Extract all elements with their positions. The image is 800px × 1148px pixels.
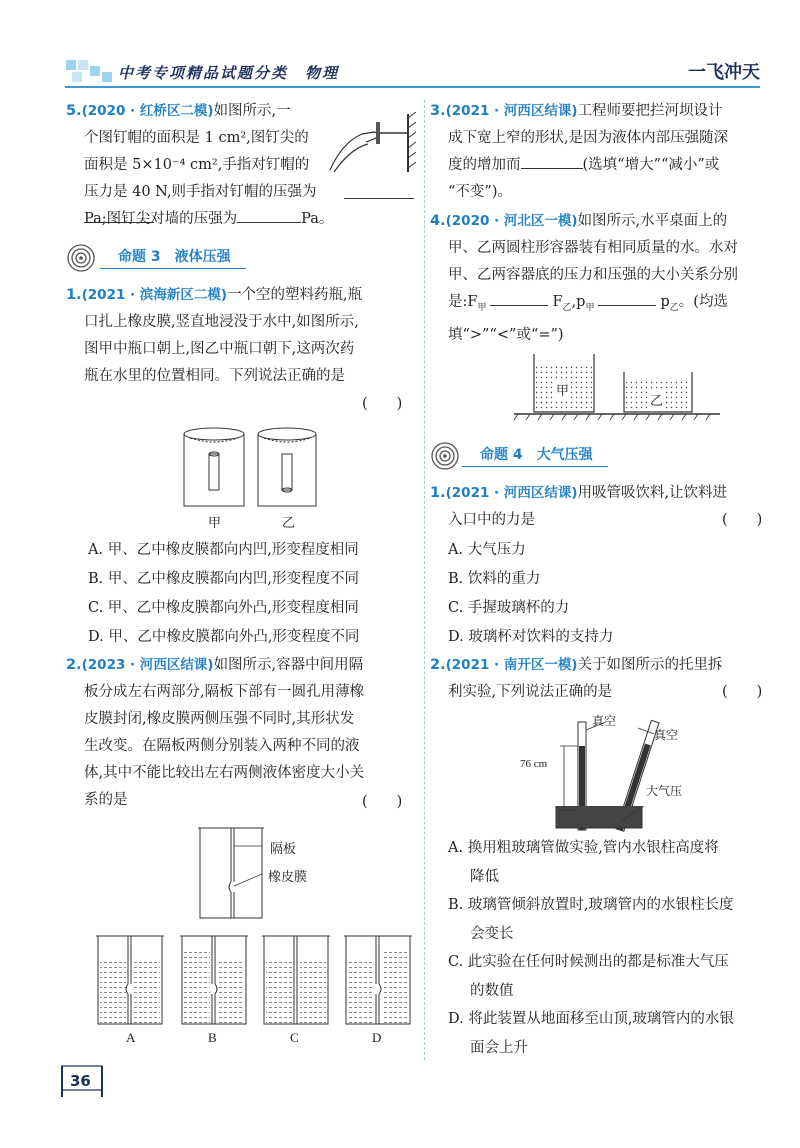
- options-list: [448, 536, 778, 652]
- topic-target-icon: [66, 243, 96, 273]
- question-text: 如图所示,水平桌面上的: [577, 213, 728, 229]
- question-text: 皮膜封闭,橡皮膜两侧压强不同时,其形状发: [84, 711, 355, 727]
- subscript: 甲: [477, 302, 487, 313]
- question-number: 1.: [430, 485, 446, 501]
- choice-label-d[interactable]: D: [372, 1030, 382, 1045]
- options-list: [448, 834, 780, 1062]
- option-a[interactable]: A. 换用粗玻璃管做实验,管内水银柱高度将: [448, 840, 719, 856]
- question-source: (2023 · 河西区结课): [81, 657, 214, 673]
- option-d[interactable]: D. 甲、乙中橡皮膜都向外凸,形变程度不同: [88, 629, 360, 645]
- header-logo-squares: [66, 60, 114, 86]
- question-text: 系的是: [84, 792, 128, 808]
- question-text: 图甲中瓶口朝上,图乙中瓶口朝下,这两次药: [84, 341, 355, 357]
- choice-label-b[interactable]: B: [208, 1030, 217, 1045]
- question-text: 瓶在水里的位置相同。下列说法正确的是: [84, 368, 345, 384]
- answer-parentheses[interactable]: ( ): [722, 684, 763, 700]
- topic-underline: [462, 466, 608, 467]
- option-d-cont[interactable]: 面会上升: [470, 1039, 528, 1056]
- question-source: (2020 · 河北区一模): [445, 213, 578, 229]
- question-text: 工程师要把拦河坝设计: [577, 103, 723, 119]
- label-atmospheric-pressure: 大气压: [646, 784, 683, 798]
- question-text: 度的增加而: [448, 157, 521, 173]
- option-b[interactable]: B. 玻璃管倾斜放置时,玻璃管内的水银柱长度: [448, 897, 734, 913]
- topic-target-icon: [430, 441, 460, 471]
- question-text: 甲、乙两圆柱形容器装有相同质量的水。水对: [448, 240, 738, 256]
- label-vacuum-1: 真空: [592, 714, 617, 728]
- question-4-topic3: [430, 208, 780, 349]
- thumbtack-figure: [328, 112, 420, 174]
- answer-blank[interactable]: [490, 289, 548, 306]
- topic-3-title: 命题 3 液体压强: [118, 249, 231, 265]
- question-source: (2021 · 河西区结课): [445, 103, 578, 119]
- question-text: 个图钉帽的面积是 1 cm²,图钉尖的: [84, 130, 309, 146]
- partition-container-figure: [196, 822, 266, 920]
- question-text: 板分成左右两部分,隔板下部有一圆孔用薄橡: [84, 684, 365, 700]
- question-text: Pa;图钉尖对墙的压强为: [84, 211, 238, 227]
- question-5-line5: [84, 206, 424, 233]
- water-containers-figure: [514, 350, 720, 422]
- label-membrane: 橡皮膜: [268, 869, 308, 884]
- option-a-cont[interactable]: 降低: [470, 868, 499, 885]
- question-1-topic3: [66, 282, 421, 390]
- container-label-yi: 乙: [650, 390, 663, 409]
- question-text: 口扎上橡皮膜,竖直地浸没于水中,如图所示,: [84, 314, 359, 330]
- option-b[interactable]: B. 饮料的重力: [448, 571, 541, 587]
- question-text: 面积是 5×10⁻⁴ cm²,手指对钉帽的: [84, 157, 310, 173]
- label-vacuum-2: 真空: [654, 728, 679, 742]
- question-number: 4.: [430, 213, 446, 229]
- label-76cm: 76 cm: [520, 758, 548, 770]
- subscript: 乙: [562, 302, 572, 313]
- question-text: 利实验,下列说法正确的是: [448, 684, 613, 700]
- question-text: 如图所示,一: [213, 103, 291, 119]
- page-number: 36: [70, 1072, 91, 1090]
- question-text: F: [552, 294, 563, 310]
- question-number: 1.: [66, 287, 82, 303]
- question-source: (2021 · 河西区结课): [445, 485, 578, 501]
- question-text: 生改变。在隔板两侧分别装入两种不同的液: [84, 738, 360, 754]
- question-text: (选填“增大”“减小”或: [582, 157, 720, 173]
- subscript: 甲: [585, 302, 595, 313]
- question-text: 入口中的力是: [448, 512, 535, 528]
- figure-label-yi: 乙: [282, 515, 296, 530]
- option-d[interactable]: D. 玻璃杯对饮料的支持力: [448, 629, 614, 645]
- question-text: 是:F: [448, 294, 478, 310]
- question-number: 5.: [66, 103, 82, 119]
- answer-blank[interactable]: [521, 152, 583, 169]
- question-text: 如图所示,容器中间用隔: [213, 657, 364, 673]
- topic-underline: [100, 268, 246, 269]
- torricelli-figure: [520, 710, 730, 836]
- choice-label-c[interactable]: C: [290, 1030, 299, 1045]
- answer-blank[interactable]: [237, 206, 301, 223]
- option-b-cont[interactable]: 会变长: [470, 925, 514, 942]
- question-text: 关于如图所示的托里拆: [577, 657, 723, 673]
- topic-4-title: 命题 4 大气压强: [480, 447, 593, 463]
- question-3-topic3: [430, 98, 780, 206]
- subscript: 乙: [669, 302, 679, 313]
- question-text: “不变”)。: [448, 184, 512, 200]
- question-text: 一个空的塑料药瓶,瓶: [227, 287, 363, 303]
- question-text: 体,其中不能比较出左右两侧液体密度大小关: [84, 765, 365, 781]
- header-brand: 一飞冲天: [688, 62, 760, 83]
- choice-containers-figure: [94, 930, 424, 1030]
- option-c[interactable]: C. 手握玻璃杯的力: [448, 600, 570, 616]
- question-text: 甲、乙两容器底的压力和压强的大小关系分别: [448, 267, 738, 283]
- answer-parentheses[interactable]: ( ): [362, 396, 403, 412]
- header-rule: [65, 86, 760, 88]
- question-source: (2021 · 滨海新区二模): [81, 287, 228, 303]
- q5-blank-end[interactable]: [344, 198, 414, 199]
- figure-label-jia: 甲: [208, 515, 222, 530]
- option-b[interactable]: B. 甲、乙中橡皮膜都向内凹,形变程度不同: [88, 571, 359, 587]
- option-a[interactable]: A. 甲、乙中橡皮膜都向内凹,形变程度相同: [88, 542, 359, 558]
- question-text: 成下宽上窄的形状,是因为液体内部压强随深: [448, 130, 729, 146]
- container-label-jia: 甲: [556, 380, 569, 399]
- options-list: [88, 536, 428, 652]
- option-c[interactable]: C. 甲、乙中橡皮膜都向外凸,形变程度相同: [88, 600, 359, 616]
- option-d[interactable]: D. 将此装置从地面移至山顶,玻璃管内的水银: [448, 1011, 734, 1027]
- answer-parentheses[interactable]: ( ): [362, 794, 403, 810]
- choice-label-a[interactable]: A: [126, 1030, 136, 1045]
- medicine-bottle-figure: [178, 424, 318, 510]
- header-title: 中考专项精品试题分类 物理: [118, 64, 340, 82]
- question-source: (2020 · 红桥区二模): [81, 103, 214, 119]
- question-text: Pa。: [301, 211, 334, 227]
- question-number: 2.: [430, 657, 446, 673]
- option-a[interactable]: A. 大气压力: [448, 542, 526, 558]
- answer-parentheses[interactable]: ( ): [722, 512, 763, 528]
- option-c-cont[interactable]: 的数值: [470, 982, 514, 999]
- option-c[interactable]: C. 此实验在任何时候测出的都是标准大气压: [448, 954, 729, 970]
- question-number: 2.: [66, 657, 82, 673]
- answer-blank[interactable]: [598, 289, 656, 306]
- question-text: ,p: [571, 294, 586, 310]
- question-source: (2021 · 南开区一模): [445, 657, 578, 673]
- question-text: p: [660, 294, 670, 310]
- question-text: 。(均选: [678, 294, 728, 310]
- question-text: 填“>”“<”或“=”): [448, 326, 564, 343]
- question-text: 用吸管吸饮料,让饮料进: [577, 485, 728, 501]
- label-partition: 隔板: [270, 841, 297, 856]
- question-number: 3.: [430, 103, 446, 119]
- question-text: 压力是 40 N,则手指对钉帽的压强为: [84, 184, 317, 200]
